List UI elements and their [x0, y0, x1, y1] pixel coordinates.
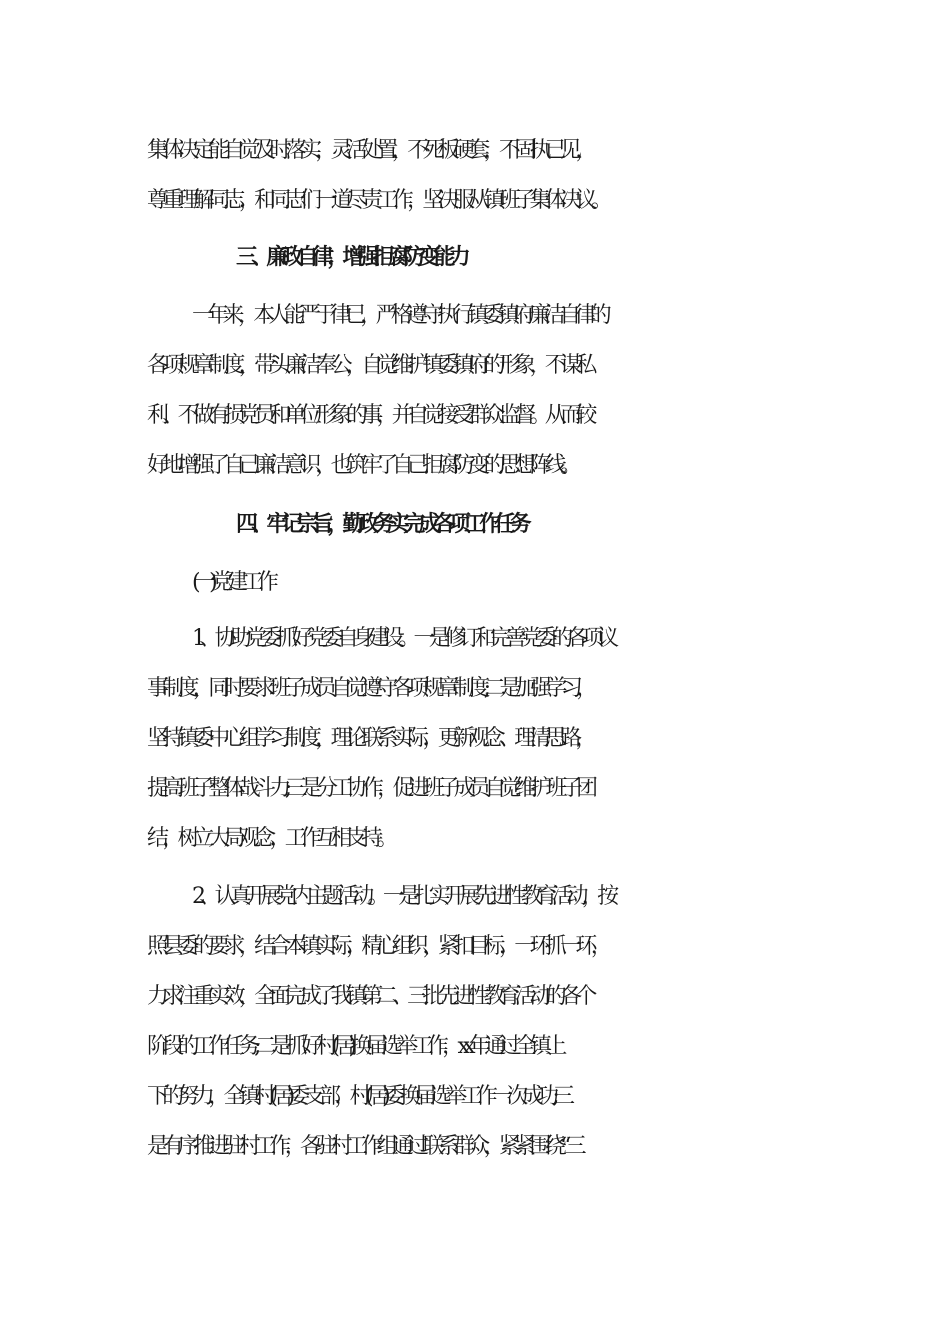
body-line: 是有序推进驻村工作，各驻村工作组通过联系群众，紧紧围绕“三	[147, 1134, 580, 1159]
subsection-heading: (一)党建工作	[192, 570, 273, 595]
body-line: 结，树立大局观念，工作互相支持。	[147, 826, 392, 851]
body-line: 提高班子整体战斗力;三是分工协作，促进班子成员自觉维护班子团	[147, 776, 592, 801]
body-line: 阶段的工作任务;二是抓好村(居)换届选举工作，xx年通过全镇上	[147, 1034, 561, 1059]
body-line: 一年来，本人能严于律已，严格遵守执行镇委镇府廉洁自律的	[192, 303, 606, 328]
body-line: 力求注重实效，全面完成了我镇第二、三批先进性教育活动的各个	[147, 984, 591, 1009]
body-line: 2、认真开展党内主题活动。一是扎实开展先进性教育活动，按	[192, 884, 613, 909]
body-line: 好地增强了自己廉洁意识，也筑牢了自己拒腐防变的思想阵线。	[147, 453, 576, 478]
body-line: 下的努力，全镇村(居)委支部，村(居)委换届选举工作一次成功;三	[147, 1084, 569, 1109]
body-line: 利、不做有损党员和单位形象的事，并自觉接受群众监督。从而较	[147, 403, 591, 428]
body-line: 坚持镇委中心组学习制度，理论联系实际，更新观念、理清思路，	[147, 726, 591, 751]
body-line: 尊重理解同志，和同志们一道尽责工作，坚决服从镇班子集体决议。	[147, 188, 607, 213]
body-line: 集体决定能自觉及时落实，灵活处置，不死板硬套，不固执已见，	[147, 138, 591, 163]
body-line: 事制度，同时要求班子成员自觉遵守各项规章制度;二是加强学习，	[147, 676, 592, 701]
section-heading: 四、牢记宗旨，勤政务实完成各项工作任务	[236, 512, 525, 537]
body-line: 各项规章制度，带头廉洁奉公，自觉维护镇委镇府的形象，不谋私	[147, 353, 591, 378]
body-line: 1、协助党委抓好党委自身建设。一是修订和完善党委的各项议	[192, 626, 613, 651]
section-heading: 三、廉政自律，增强拒腐防变能力	[236, 245, 465, 270]
body-line: 照县委的要求，结合本镇实际，精心组织，紧扣目标，一环抓一环，	[147, 934, 607, 959]
